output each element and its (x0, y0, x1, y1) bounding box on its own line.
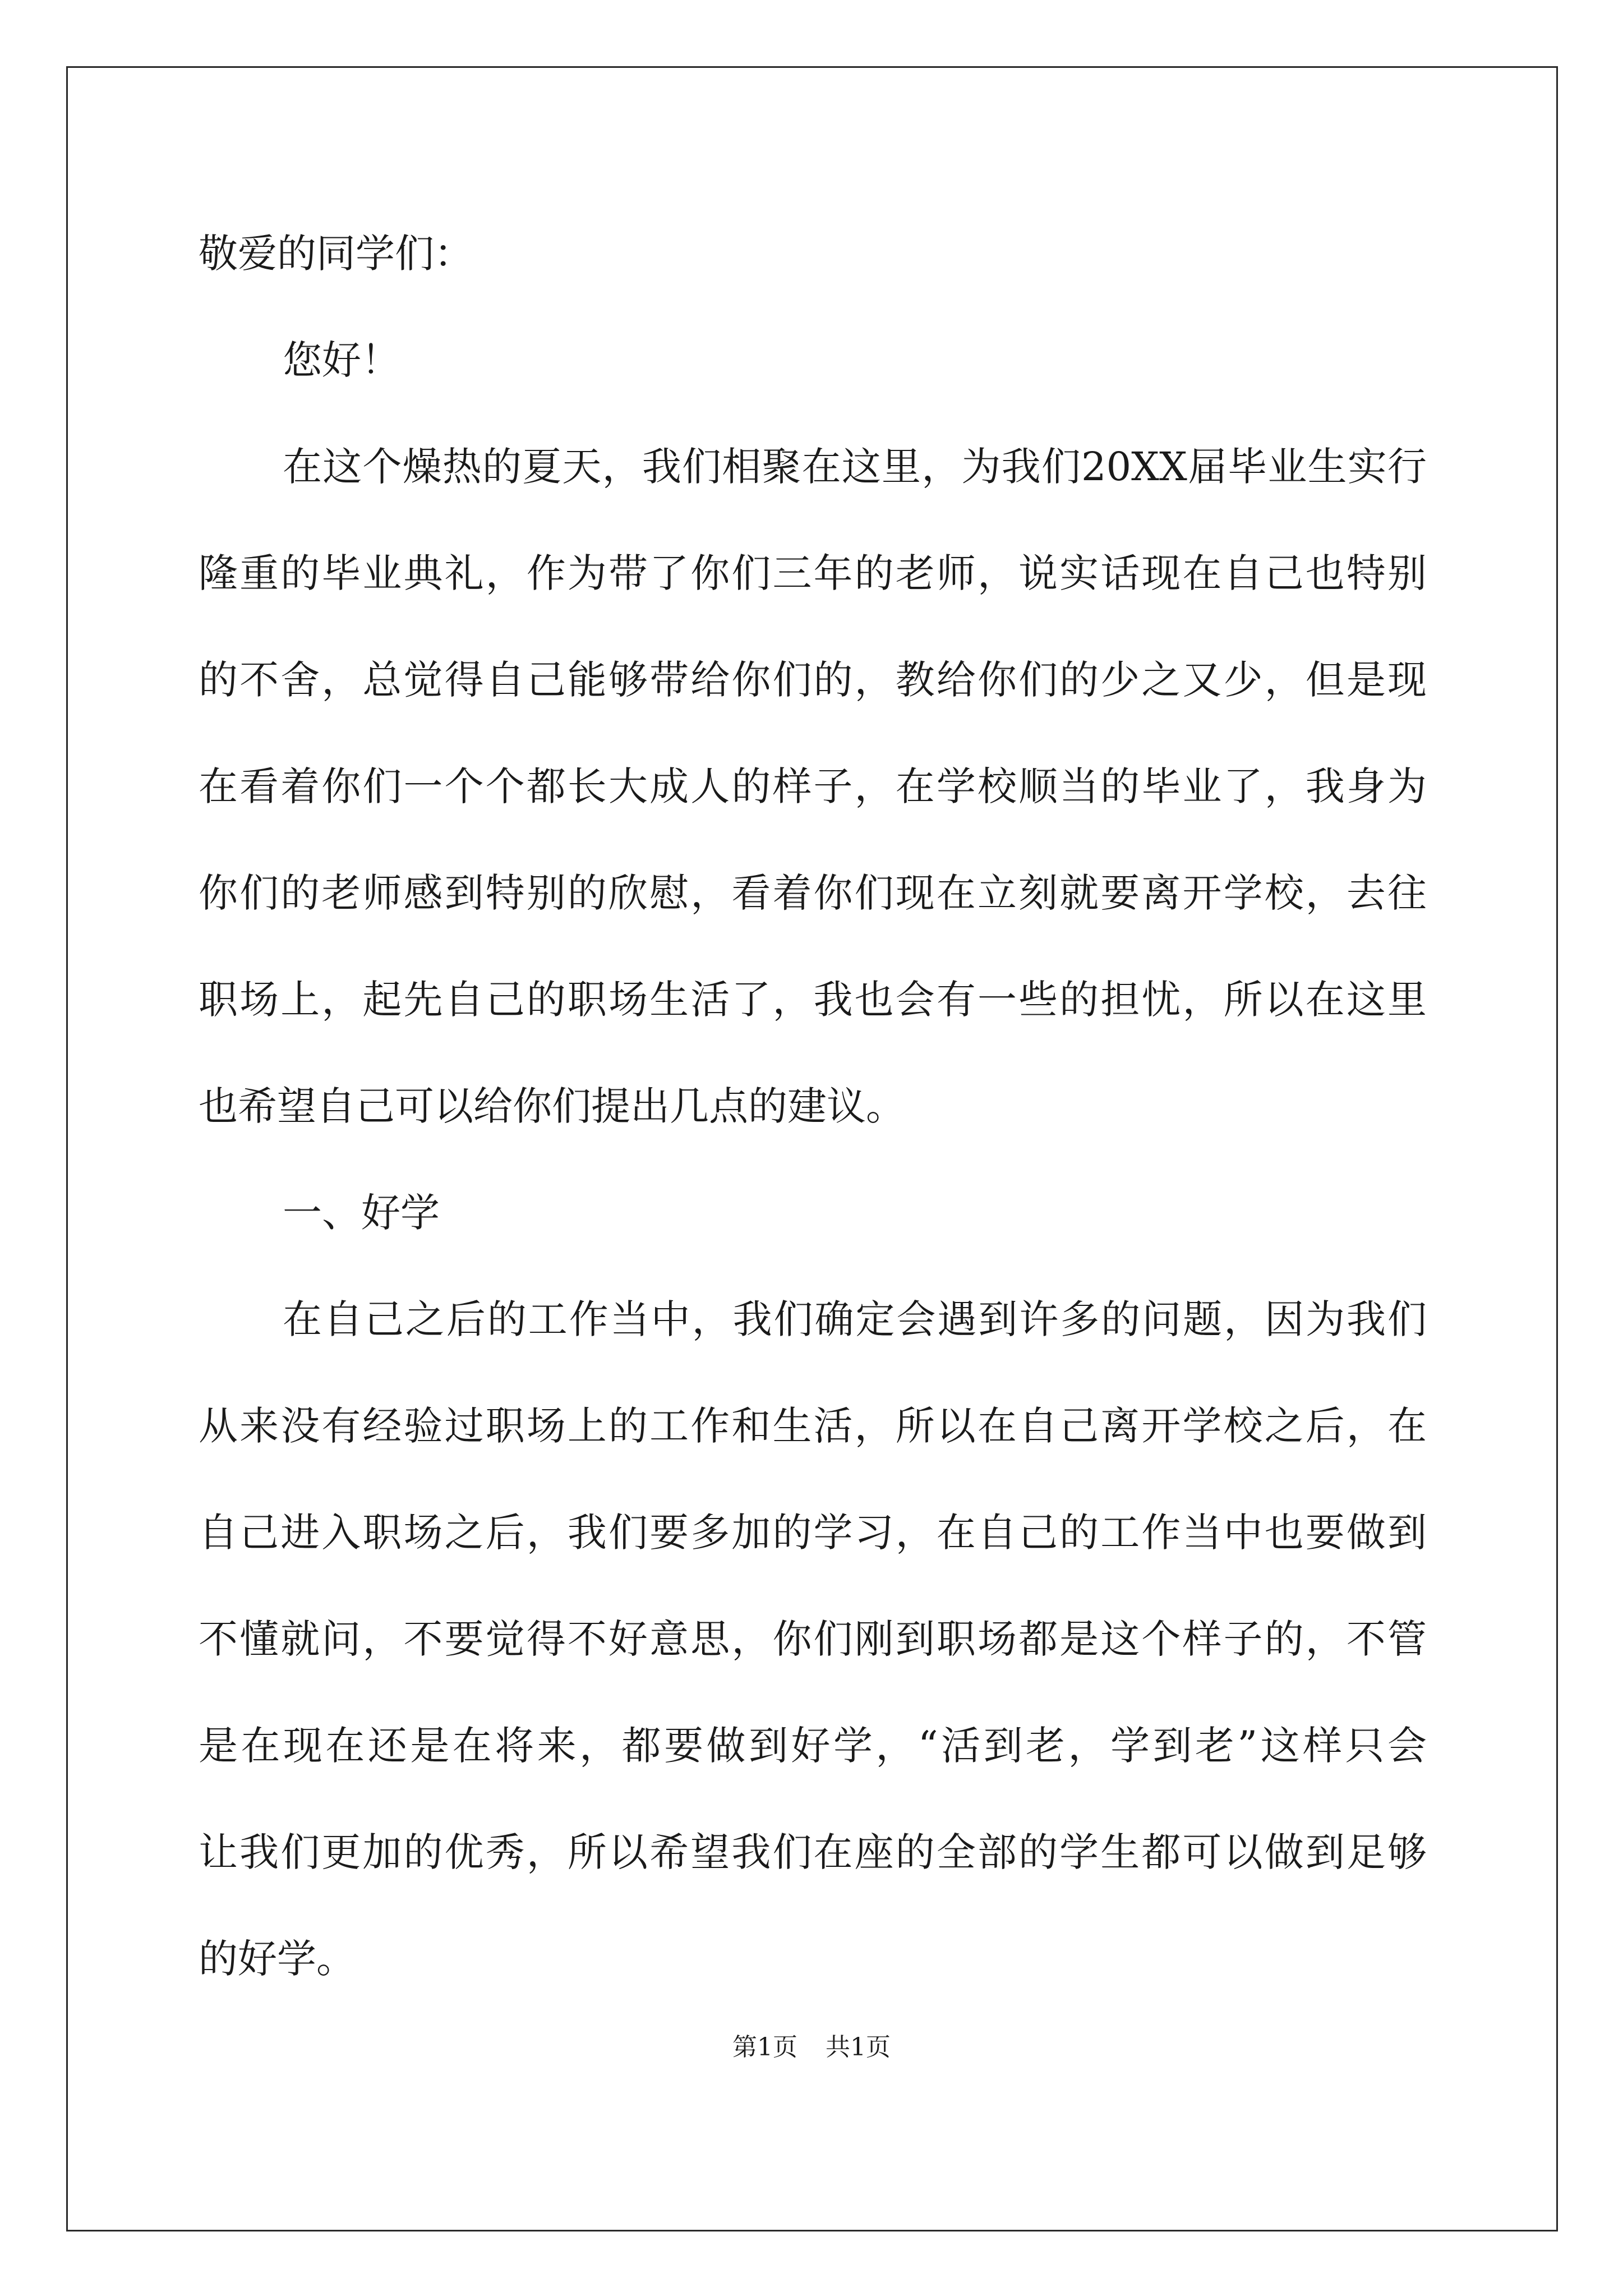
page-footer (0, 2031, 1623, 2064)
greeting: 您好！ (283, 337, 400, 383)
paragraph1-line: 你们的老师感到特别的欣慰，看着你们现在立刻就要离开学校，去往 (199, 870, 1427, 916)
paragraph1-line: 在看着你们一个个都长大成人的样子，在学校顺当的毕业了，我身为 (199, 763, 1427, 809)
page-number: 第1页 (732, 2033, 797, 2062)
paragraph1-line: 隆重的毕业典礼，作为带了你们三年的老师，说实话现在自己也特别 (199, 550, 1427, 596)
section-heading: 一、好学 (283, 1190, 440, 1236)
paragraph2-line: 让我们更加的优秀，所以希望我们在座的全部的学生都可以做到足够 (199, 1829, 1427, 1875)
paragraph2-line: 自己进入职场之后，我们要多加的学习，在自己的工作当中也要做到 (199, 1510, 1427, 1556)
page-total: 共1页 (826, 2033, 891, 2062)
salutation: 敬爱的同学们： (199, 231, 473, 277)
paragraph2-line: 是在现在还是在将来，都要做到好学，“活到老，学到老”这样只会 (199, 1723, 1427, 1769)
paragraph2-line: 不懂就问，不要觉得不好意思，你们刚到职场都是这个样子的，不管 (199, 1616, 1427, 1662)
paragraph1-line: 在这个燥热的夏天，我们相聚在这里，为我们20XX届毕业生实行 (283, 444, 1427, 490)
paragraph1-line: 也希望自己可以给你们提出几点的建议。 (199, 1083, 905, 1129)
paragraph2-line: 在自己之后的工作当中，我们确定会遇到许多的问题，因为我们 (283, 1296, 1427, 1342)
paragraph2-line: 从来没有经验过职场上的工作和生活，所以在自己离开学校之后，在 (199, 1403, 1427, 1449)
paragraph1-line: 的不舍，总觉得自己能够带给你们的，教给你们的少之又少，但是现 (199, 657, 1427, 703)
paragraph2-line: 的好学。 (199, 1936, 356, 1982)
paragraph1-line: 职场上，起先自己的职场生活了，我也会有一些的担忧，所以在这里 (199, 977, 1427, 1023)
